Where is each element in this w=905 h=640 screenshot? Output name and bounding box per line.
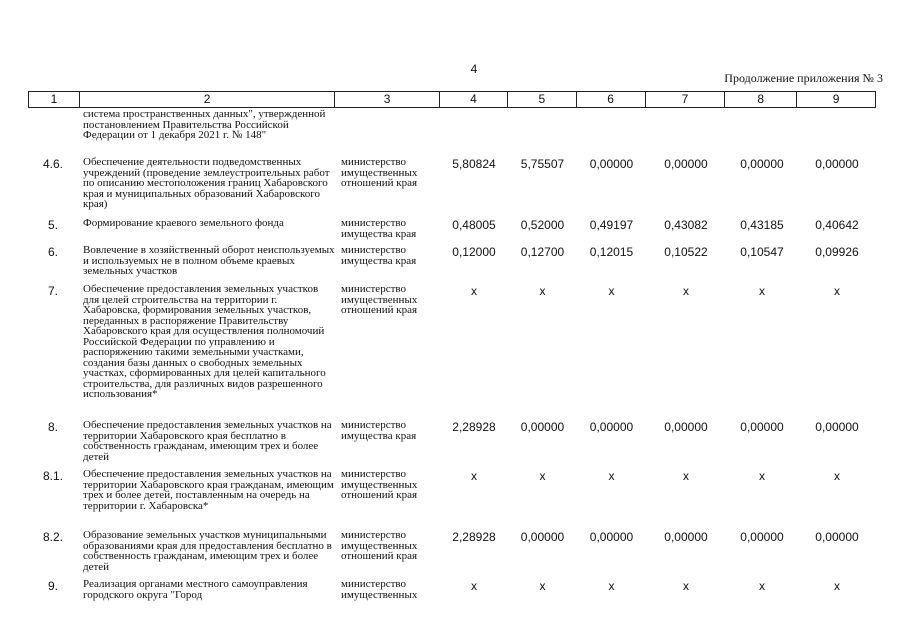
row-value-4: 0,12000 [452, 245, 496, 259]
table-header [28, 91, 876, 108]
row-value-8: x [759, 284, 765, 298]
row-name: Вовлечение в хозяйственный оборот неиспользуемых и используемых не в полном объеме краевых земельных участков [83, 244, 335, 277]
row-number: 5. [47, 218, 58, 232]
row-executor: министерство имущественных [341, 578, 418, 601]
row-number: 6. [47, 245, 58, 259]
row-executor: министерство имущественных отношений края [341, 156, 418, 189]
row-value-9: 0,00000 [815, 420, 859, 434]
row-value-5: 0,00000 [520, 420, 565, 434]
row-value-6: 0,12015 [589, 245, 634, 259]
row-number: 8.1. [42, 469, 63, 483]
row-value-7: x [683, 469, 689, 483]
row-name: Обеспечение предоставления земельных участков на территории Хабаровского края бесплатно в собственность гражданам, имеющим трех и более детей [83, 419, 332, 463]
row-value-7: 0,00000 [664, 420, 708, 434]
row-value-7: 0,00000 [664, 530, 708, 544]
row-value-9: 0,00000 [815, 530, 859, 544]
row-value-5: x [539, 579, 546, 593]
row-value-9: 0,09926 [815, 245, 859, 259]
header-col-7: 7 [646, 92, 726, 107]
header-col-2: 2 [80, 92, 335, 107]
row-number: 9. [47, 579, 58, 593]
row-name: Реализация органами местного самоуправления городского округа "Город [83, 578, 308, 601]
row-value-9: x [834, 284, 840, 298]
row-value-4: x [471, 469, 477, 483]
header-col-1: 1 [29, 92, 80, 107]
row-value-8: 0,00000 [740, 157, 784, 171]
header-col-3: 3 [335, 92, 440, 107]
continuation-label: Продолжение приложения № 3 [724, 71, 883, 85]
row-value-8: x [759, 469, 765, 483]
row-value-5: x [539, 284, 546, 298]
row-executor: министерство имущественных отношений края [341, 468, 418, 501]
row-name: Обеспечение предоставления земельных участков для целей строительства на территории г. Хабаровска, формирования земельных участков, переданных в распоряжение Правительству Хабаровского края для осуществления полномочий Российской Федерации по управлению и распоряжению такими земельными участками, создания базы данных о свободных земельных участках, сформированных для целей капитального строительства, для различных видов разрешенного использования* [83, 283, 326, 400]
row-value-7: 0,43082 [664, 218, 708, 232]
row-value-6: x [608, 284, 615, 298]
row-value-6: x [608, 579, 615, 593]
row-value-6: 0,00000 [589, 157, 634, 171]
row-name: Обеспечение деятельности подведомственных учреждений (проведение землеустроительных работ по описанию местоположения границ Хабаровского края и муниципальных образований Хабаровского края) [83, 156, 330, 210]
row-value-6: 0,00000 [589, 530, 634, 544]
row-value-5: 0,52000 [520, 218, 565, 232]
row-value-7: 0,10522 [664, 245, 708, 259]
row-value-6: x [608, 469, 615, 483]
row-value-7: 0,00000 [664, 157, 708, 171]
row-value-7: x [683, 284, 689, 298]
row-value-9: 0,40642 [815, 218, 859, 232]
row-number: 8.2. [42, 530, 63, 544]
row-number: 4.6. [42, 157, 63, 171]
header-col-5: 5 [508, 92, 577, 107]
row-value-9: x [834, 579, 840, 593]
row-value-4: 2,28928 [452, 530, 496, 544]
row-executor: министерство имущественных отношений края [341, 529, 418, 562]
row-executor: министерство имущества края [341, 217, 417, 240]
header-col-8: 8 [725, 92, 797, 107]
header-col-4: 4 [440, 92, 508, 107]
row-number: 7. [47, 284, 58, 298]
row-value-8: x [759, 579, 765, 593]
row-value-4: 2,28928 [452, 420, 496, 434]
row-value-7: x [683, 579, 689, 593]
row-value-4: x [471, 284, 477, 298]
row-name: Образование земельных участков муниципальными образованиями края для предоставления бесплатно в собственность гражданам, имеющим трех и более детей [83, 529, 332, 573]
row-value-9: x [834, 469, 840, 483]
row-value-4: 5,80824 [452, 157, 496, 171]
row-name: Обеспечение предоставления земельных участков на территории Хабаровского края гражданам, имеющим трех и более детей, поставленным на очередь на территории г. Хабаровска* [83, 468, 334, 512]
header-col-9: 9 [832, 92, 840, 106]
row-executor: министерство имущества края [341, 244, 417, 267]
row-value-5: 0,00000 [520, 530, 565, 544]
row-value-9: 0,00000 [815, 157, 859, 171]
row-name: система пространственных данных", утвержденной постановлением Правительства Российской Федерации от 1 декабря 2021 г. № 148" [83, 108, 326, 141]
row-value-8: 0,43185 [740, 218, 784, 232]
row-value-5: 5,75507 [520, 157, 565, 171]
page-number: 4 [470, 62, 478, 76]
row-value-4: x [471, 579, 477, 593]
row-name: Формирование краевого земельного фонда [83, 217, 284, 229]
row-number: 8. [47, 420, 58, 434]
header-col-6: 6 [577, 92, 646, 107]
row-value-4: 0,48005 [452, 218, 496, 232]
row-executor: министерство имущества края [341, 419, 417, 442]
row-value-8: 0,00000 [740, 420, 784, 434]
row-value-8: 0,00000 [740, 530, 784, 544]
row-value-6: 0,49197 [589, 218, 634, 232]
row-value-5: x [539, 469, 546, 483]
row-value-5: 0,12700 [520, 245, 565, 259]
row-value-6: 0,00000 [589, 420, 634, 434]
row-value-8: 0,10547 [740, 245, 784, 259]
row-executor: министерство имущественных отношений края [341, 283, 418, 316]
